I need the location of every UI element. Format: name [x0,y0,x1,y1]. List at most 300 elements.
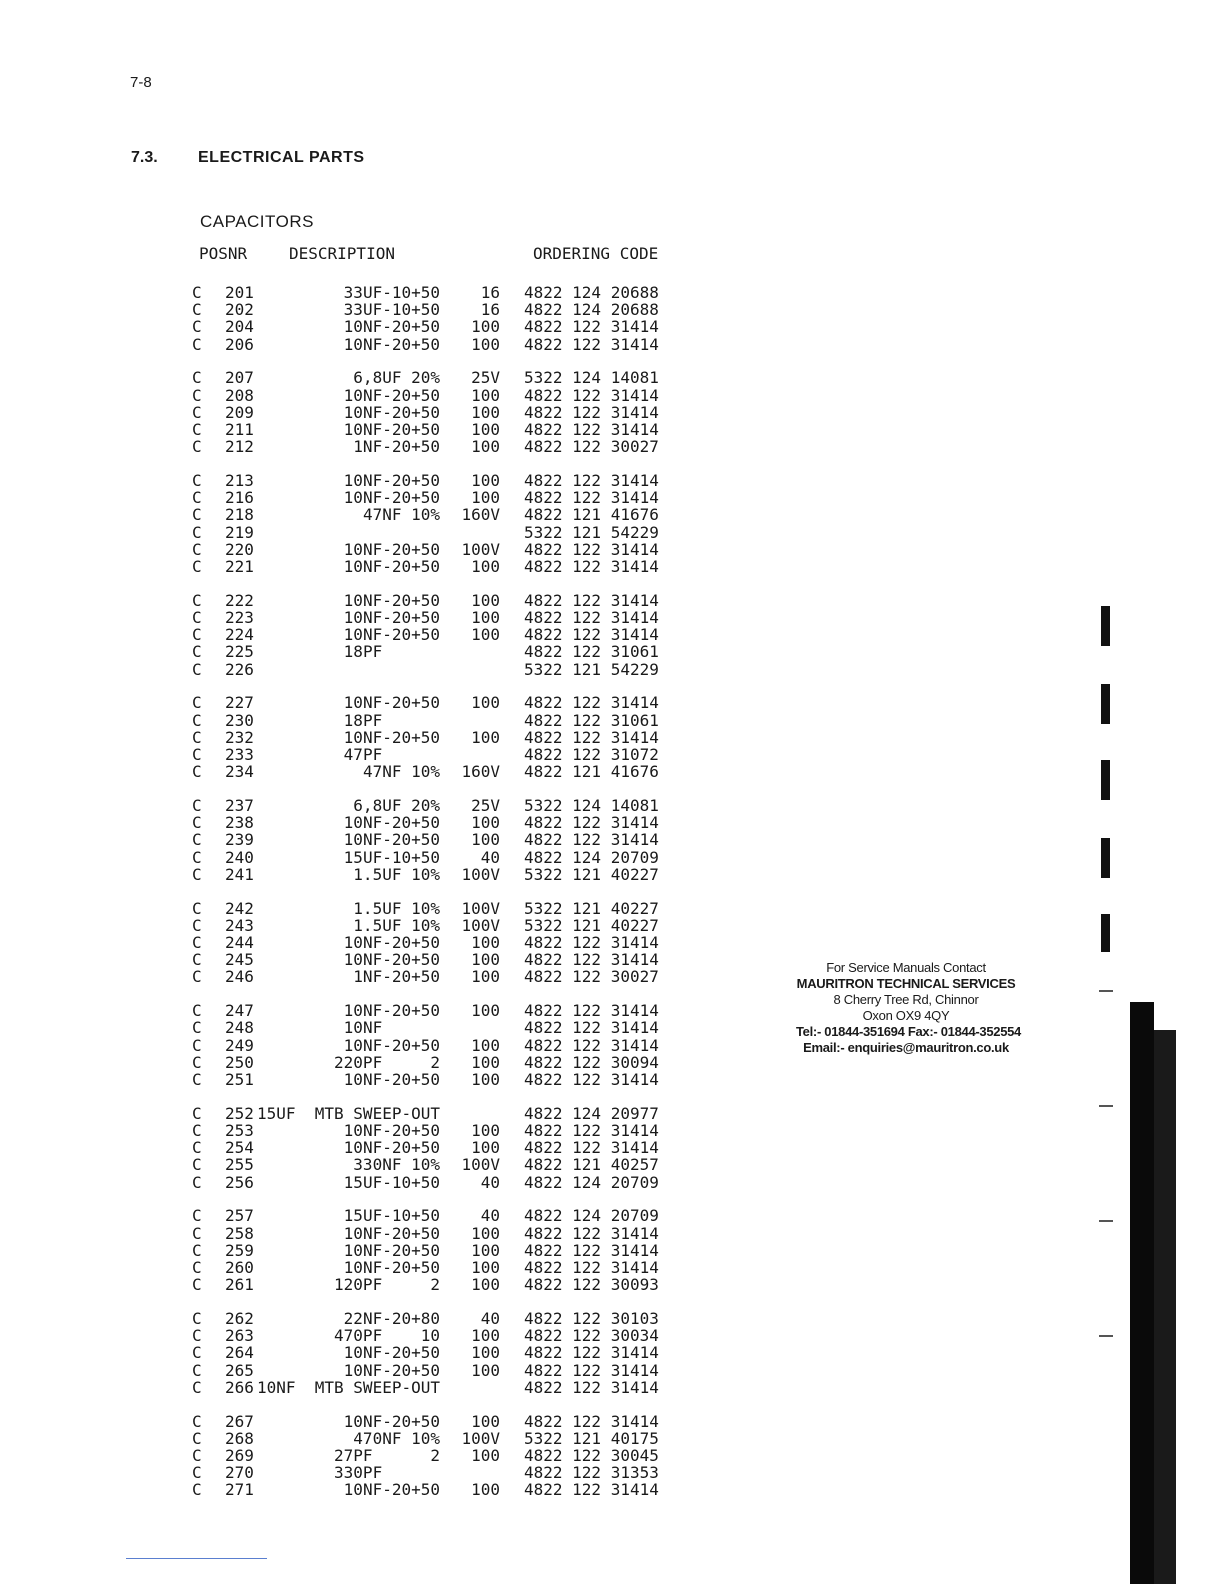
position-number: 266 [225,1378,254,1397]
ordering-code: 4822 124 20688 [524,283,659,302]
voltage-rating: 100 [471,488,500,507]
table-row [0,1122,720,1139]
part-description: 10NF-20+50 [343,608,440,627]
table-row [0,1225,720,1242]
part-prefix: C [192,1361,202,1380]
table-row [0,1156,720,1173]
part-prefix: C [192,1138,202,1157]
position-number: 230 [225,711,254,730]
part-prefix: C [192,813,202,832]
part-prefix: C [192,1378,202,1397]
position-number: 264 [225,1343,254,1362]
voltage-rating: 40 [480,1206,500,1225]
part-description: 1.5UF 10% [353,865,440,884]
part-description: 10NF-20+50 [343,335,440,354]
position-number: 216 [225,488,254,507]
ordering-code: 4822 122 31414 [524,557,659,576]
position-number: 242 [225,899,254,918]
table-row [0,1002,720,1019]
voltage-rating: 40 [480,1173,500,1192]
column-header-posnr: POSNR [199,244,248,263]
part-prefix: C [192,1412,202,1431]
part-description: 1.5UF 10% [353,899,440,918]
ordering-code: 4822 122 31414 [524,403,659,422]
part-description: 47NF 10% [362,505,440,524]
edge-tick [1099,1220,1113,1222]
ordering-code: 4822 122 30027 [524,967,659,986]
table-row [0,1464,720,1481]
part-description: 330NF 10% [353,1155,440,1174]
part-description: 10NF-20+50 [343,830,440,849]
column-header-description: DESCRIPTION [289,244,395,263]
voltage-rating: 100 [471,1070,500,1089]
binding-mark [1101,914,1110,952]
position-number: 202 [225,300,254,319]
table-row [0,284,720,301]
part-prefix: C [192,557,202,576]
position-number: 251 [225,1070,254,1089]
table-row [0,712,720,729]
voltage-rating: 100 [471,557,500,576]
position-number: 241 [225,865,254,884]
part-prefix: C [192,1224,202,1243]
position-number: 227 [225,693,254,712]
part-description: 10NF-20+50 [343,1361,440,1380]
part-prefix: C [192,540,202,559]
ordering-code: 4822 121 41676 [524,762,659,781]
table-row [0,1105,720,1122]
position-number: 218 [225,505,254,524]
voltage-rating: 100 [471,1480,500,1499]
part-description: 10NF-20+50 [343,386,440,405]
part-description: 10NF-20+50 [343,1480,440,1499]
position-number: 220 [225,540,254,559]
part-prefix: C [192,1206,202,1225]
part-prefix: C [192,1121,202,1140]
contact-phone: Tel:- 01844-351694 Fax:- 01844-352554 [796,1024,1021,1039]
part-prefix: C [192,1326,202,1345]
table-row [0,814,720,831]
ordering-code: 4822 122 31414 [524,1480,659,1499]
ordering-code: 5322 121 54229 [524,660,659,679]
table-row [0,609,720,626]
ordering-code: 4822 121 41676 [524,505,659,524]
table-row [0,900,720,917]
voltage-rating: 40 [480,1309,500,1328]
part-description: 47PF [343,745,440,764]
page-number: 7-8 [130,74,152,91]
contact-line: For Service Manuals Contact [826,960,986,975]
ordering-code: 4822 124 20709 [524,1173,659,1192]
ordering-code: 4822 122 30045 [524,1446,659,1465]
part-description: 15UF MTB SWEEP-OUT [256,1104,440,1123]
part-prefix: C [192,745,202,764]
voltage-rating: 100 [471,950,500,969]
ordering-code: 4822 122 30093 [524,1275,659,1294]
part-prefix: C [192,335,202,354]
part-prefix: C [192,1036,202,1055]
part-description: 10NF-20+50 [343,728,440,747]
position-number: 263 [225,1326,254,1345]
voltage-rating: 100 [471,1343,500,1362]
part-description: 10NF-20+50 [343,420,440,439]
table-row [0,369,720,386]
part-description: 18PF [343,642,440,661]
table-row [0,506,720,523]
position-number: 212 [225,437,254,456]
table-row [0,643,720,660]
table-row [0,917,720,934]
voltage-rating: 100 [471,335,500,354]
table-row [0,1344,720,1361]
part-prefix: C [192,967,202,986]
service-contact-block [796,960,1021,1056]
part-description: 10NF-20+50 [343,813,440,832]
section-number: 7.3. [131,149,158,166]
ordering-code: 5322 121 40227 [524,899,659,918]
table-row [0,763,720,780]
part-prefix: C [192,488,202,507]
position-number: 226 [225,660,254,679]
ordering-code: 4822 122 31061 [524,711,659,730]
position-number: 222 [225,591,254,610]
ordering-code: 4822 122 31072 [524,745,659,764]
table-row [0,404,720,421]
voltage-rating: 100 [471,608,500,627]
ordering-code: 4822 122 31414 [524,540,659,559]
table-row [0,1413,720,1430]
table-row [0,524,720,541]
part-description: 120PF 2 [334,1275,440,1294]
voltage-rating: 100 [471,1241,500,1260]
part-description: 10NF-20+50 [343,1036,440,1055]
edge-tick [1099,990,1113,992]
voltage-rating: 16 [480,300,500,319]
part-description: 10NF-20+50 [343,317,440,336]
table-row [0,849,720,866]
part-description: 15UF-10+50 [343,1173,440,1192]
table-row [0,489,720,506]
voltage-rating: 100V [461,865,500,884]
table-row [0,1242,720,1259]
ordering-code: 4822 122 31414 [524,317,659,336]
part-description: 10NF-20+50 [343,1241,440,1260]
voltage-rating: 100 [471,591,500,610]
part-prefix: C [192,1258,202,1277]
position-number: 225 [225,642,254,661]
part-prefix: C [192,728,202,747]
part-prefix: C [192,591,202,610]
position-number: 223 [225,608,254,627]
table-row [0,1430,720,1447]
table-row [0,387,720,404]
part-description: 18PF [343,711,440,730]
ordering-code: 4822 122 31414 [524,1361,659,1380]
part-prefix: C [192,523,202,542]
part-prefix: C [192,865,202,884]
part-description: 22NF-20+80 [343,1309,440,1328]
part-description: 33UF-10+50 [343,283,440,302]
part-prefix: C [192,1275,202,1294]
ordering-code: 4822 122 31414 [524,386,659,405]
ordering-code: 4822 122 31414 [524,625,659,644]
voltage-rating: 25V [471,368,500,387]
table-row [0,592,720,609]
part-prefix: C [192,1070,202,1089]
voltage-rating: 100 [471,813,500,832]
voltage-rating: 25V [471,796,500,815]
table-row [0,746,720,763]
part-prefix: C [192,1053,202,1072]
voltage-rating: 100 [471,1361,500,1380]
table-row [0,968,720,985]
voltage-rating: 160V [461,762,500,781]
part-description: 10NF-20+50 [343,540,440,559]
ordering-code: 4822 122 31414 [524,1138,659,1157]
part-description: 10NF-20+50 [343,950,440,969]
position-number: 260 [225,1258,254,1277]
part-description: 6,8UF 20% [353,796,440,815]
part-description: 10NF-20+50 [343,403,440,422]
position-number: 240 [225,848,254,867]
voltage-rating: 100 [471,1001,500,1020]
position-number: 249 [225,1036,254,1055]
voltage-rating: 100V [461,916,500,935]
position-number: 213 [225,471,254,490]
voltage-rating: 160V [461,505,500,524]
position-number: 206 [225,335,254,354]
table-row [0,1037,720,1054]
part-prefix: C [192,437,202,456]
ordering-code: 4822 122 31414 [524,830,659,849]
position-number: 201 [225,283,254,302]
voltage-rating: 100 [471,625,500,644]
part-prefix: C [192,762,202,781]
part-description: 33UF-10+50 [343,300,440,319]
ordering-code: 4822 122 31414 [524,813,659,832]
position-number: 262 [225,1309,254,1328]
table-row [0,694,720,711]
voltage-rating: 100 [471,1326,500,1345]
table-row [0,558,720,575]
ordering-code: 4822 122 31353 [524,1463,659,1482]
part-prefix: C [192,403,202,422]
table-row [0,318,720,335]
ordering-code: 4822 122 31414 [524,420,659,439]
position-number: 257 [225,1206,254,1225]
position-number: 265 [225,1361,254,1380]
ordering-code: 4822 122 31414 [524,1001,659,1020]
part-prefix: C [192,625,202,644]
table-row [0,336,720,353]
voltage-rating: 100 [471,830,500,849]
table-row [0,1259,720,1276]
part-prefix: C [192,368,202,387]
position-number: 207 [225,368,254,387]
voltage-rating: 100 [471,317,500,336]
contact-email: Email:- enquiries@mauritron.co.uk [803,1040,1009,1055]
part-prefix: C [192,693,202,712]
position-number: 233 [225,745,254,764]
part-description: 10NF-20+50 [343,1138,440,1157]
voltage-rating: 100 [471,1258,500,1277]
voltage-rating: 100 [471,1224,500,1243]
position-number: 247 [225,1001,254,1020]
part-description: 10NF-20+50 [343,1001,440,1020]
part-description: 10NF-20+50 [343,1070,440,1089]
ordering-code: 4822 122 30027 [524,437,659,456]
ordering-code: 4822 124 20709 [524,848,659,867]
part-description: 47NF 10% [362,762,440,781]
subsection-title: CAPACITORS [200,212,314,231]
table-row [0,1362,720,1379]
part-description: 10NF-20+50 [343,933,440,952]
part-prefix: C [192,848,202,867]
edge-tick [1099,1105,1113,1107]
ordering-code: 4822 122 31414 [524,608,659,627]
ordering-code: 4822 122 31414 [524,693,659,712]
part-prefix: C [192,1104,202,1123]
position-number: 246 [225,967,254,986]
part-prefix: C [192,505,202,524]
table-row [0,934,720,951]
voltage-rating: 100V [461,1429,500,1448]
table-row [0,661,720,678]
ordering-code: 5322 121 40227 [524,865,659,884]
ordering-code: 4822 124 20709 [524,1206,659,1225]
table-row [0,1276,720,1293]
table-row [0,472,720,489]
part-prefix: C [192,1480,202,1499]
footer-rule [126,1558,267,1559]
ordering-code: 4822 122 31414 [524,591,659,610]
part-prefix: C [192,1241,202,1260]
position-number: 255 [225,1155,254,1174]
voltage-rating: 40 [480,848,500,867]
part-prefix: C [192,1155,202,1174]
ordering-code: 4822 122 31414 [524,1224,659,1243]
position-number: 234 [225,762,254,781]
voltage-rating: 100 [471,967,500,986]
contact-address: 8 Cherry Tree Rd, Chinnor [833,992,979,1007]
voltage-rating: 100 [471,1036,500,1055]
part-prefix: C [192,1173,202,1192]
part-description: 15UF-10+50 [343,848,440,867]
voltage-rating: 100 [471,386,500,405]
part-prefix: C [192,283,202,302]
voltage-rating: 100 [471,437,500,456]
ordering-code: 5322 121 40227 [524,916,659,935]
contact-company: MAURITRON TECHNICAL SERVICES [796,976,1016,991]
binding-mark [1101,838,1110,878]
part-description: 10NF [343,1018,440,1037]
ordering-code: 4822 122 31414 [524,1018,659,1037]
ordering-code: 4822 122 31414 [524,335,659,354]
voltage-rating: 100 [471,403,500,422]
position-number: 254 [225,1138,254,1157]
part-prefix: C [192,300,202,319]
part-prefix: C [192,1343,202,1362]
position-number: 268 [225,1429,254,1448]
ordering-code: 4822 122 31414 [524,933,659,952]
table-row [0,438,720,455]
ordering-code: 4822 122 31414 [524,1036,659,1055]
part-description: 27PF 2 [334,1446,440,1465]
part-prefix: C [192,317,202,336]
binding-mark [1101,606,1110,646]
part-prefix: C [192,642,202,661]
table-row [0,1054,720,1071]
position-number: 211 [225,420,254,439]
position-number: 271 [225,1480,254,1499]
ordering-code: 5322 121 54229 [524,523,659,542]
position-number: 239 [225,830,254,849]
position-number: 244 [225,933,254,952]
voltage-rating: 100 [471,1446,500,1465]
section-title: ELECTRICAL PARTS [198,149,365,166]
contact-address: Oxon OX9 4QY [862,1008,950,1023]
table-row [0,1139,720,1156]
table-row [0,831,720,848]
part-description: 1NF-20+50 [353,967,440,986]
position-number: 219 [225,523,254,542]
part-description: 10NF-20+50 [343,625,440,644]
position-number: 204 [225,317,254,336]
part-description: 470NF 10% [353,1429,440,1448]
position-number: 250 [225,1053,254,1072]
ordering-code: 4822 122 31414 [524,950,659,969]
part-description: 10NF-20+50 [343,591,440,610]
ordering-code: 4822 122 31414 [524,728,659,747]
ordering-code: 4822 122 31414 [524,471,659,490]
position-number: 232 [225,728,254,747]
part-prefix: C [192,1309,202,1328]
ordering-code: 4822 122 31414 [524,1412,659,1431]
part-prefix: C [192,608,202,627]
position-number: 267 [225,1412,254,1431]
table-row [0,1207,720,1224]
table-row [0,1447,720,1464]
table-row [0,729,720,746]
voltage-rating: 100 [471,728,500,747]
ordering-code: 4822 122 31414 [524,1070,659,1089]
table-row [0,541,720,558]
part-prefix: C [192,950,202,969]
table-row [0,1327,720,1344]
part-prefix: C [192,471,202,490]
part-description: 6,8UF 20% [353,368,440,387]
part-description: 10NF-20+50 [343,1412,440,1431]
table-row [0,1481,720,1498]
scan-edge-shadow [1130,1002,1154,1584]
voltage-rating: 100V [461,1155,500,1174]
voltage-rating: 100 [471,420,500,439]
ordering-code: 5322 124 14081 [524,368,659,387]
ordering-code: 4822 122 31414 [524,1258,659,1277]
part-prefix: C [192,1446,202,1465]
part-prefix: C [192,660,202,679]
position-number: 258 [225,1224,254,1243]
part-description: 10NF-20+50 [343,1258,440,1277]
voltage-rating: 16 [480,283,500,302]
voltage-rating: 100 [471,1412,500,1431]
part-description: 220PF 2 [334,1053,440,1072]
table-row [0,1071,720,1088]
position-number: 269 [225,1446,254,1465]
column-header-ordering-code: ORDERING CODE [533,244,659,263]
table-row [0,866,720,883]
position-number: 256 [225,1173,254,1192]
